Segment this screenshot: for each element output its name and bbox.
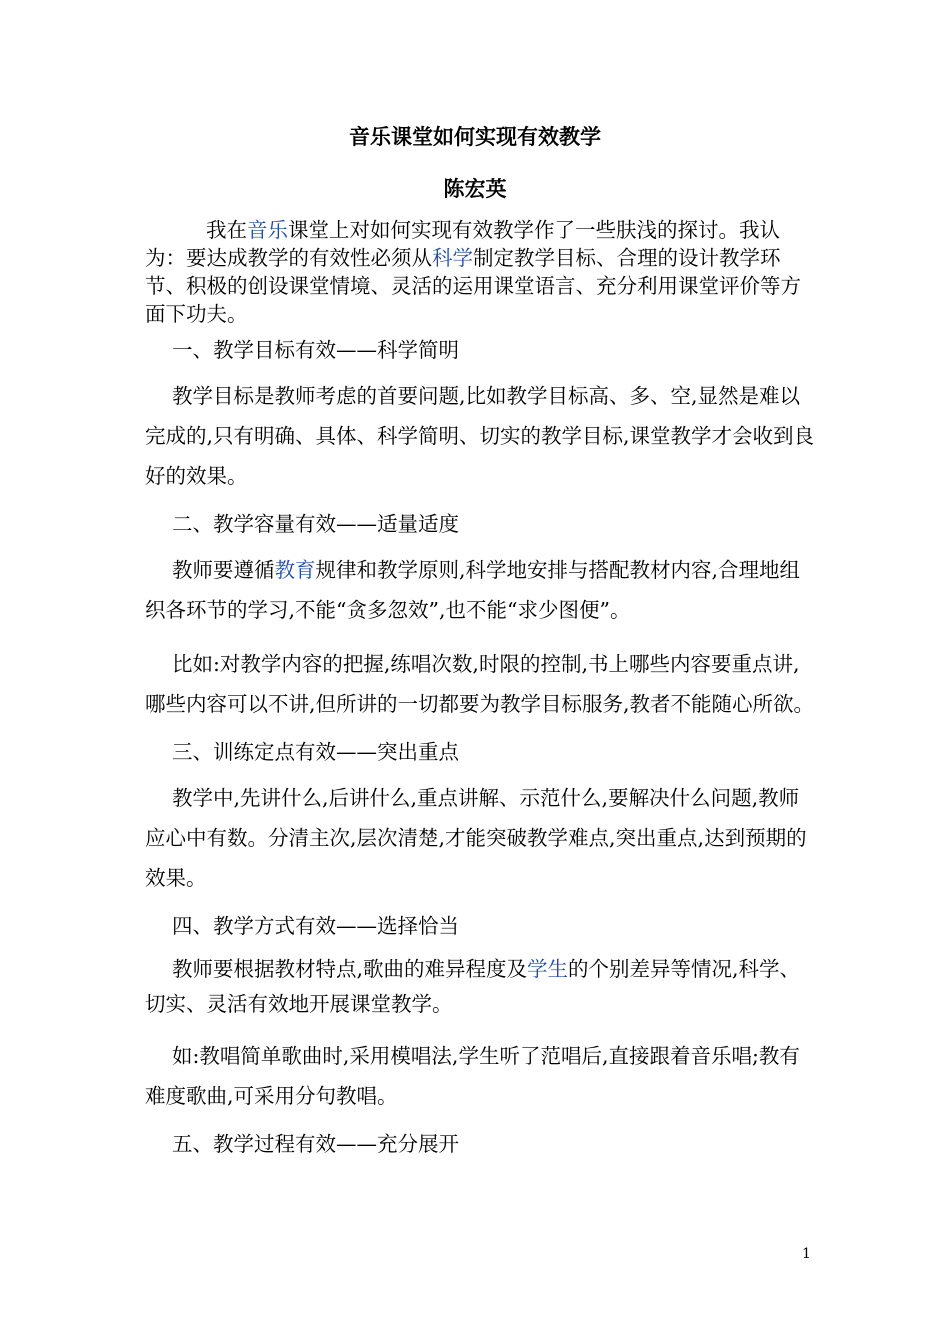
link-music[interactable]: 音乐 xyxy=(247,218,288,242)
section-3-body: 教学中,先讲什么,后讲什么,重点讲解、示范什么,要解决什么问题,教师应心中有数。分清主次,层次清楚,才能突破教学难点,突出重点,达到预期的效果。 xyxy=(145,786,807,890)
section-4-heading: 四、教学方式有效——选择恰当 xyxy=(172,914,459,938)
link-student[interactable]: 学生 xyxy=(527,957,569,981)
section-5-heading: 五、教学过程有效——充分展开 xyxy=(172,1132,459,1156)
section-4-body-1 xyxy=(145,952,815,1022)
section-2-text-b: 规律和教学原则,科学地安排与搭配教材内容,合理地组织各环节的学习,不能“贪多忽效”,也不能“求少图便”。 xyxy=(145,558,801,622)
document-body xyxy=(145,216,815,1170)
intro-text-2: 课堂上对如何实现有效教学作了一些肤浅的探讨。我认为：要达成教学的有效性必须从 xyxy=(145,218,780,270)
link-education[interactable]: 教育 xyxy=(274,558,316,582)
section-2-body-1 xyxy=(145,550,815,630)
link-science[interactable]: 科学 xyxy=(432,246,473,270)
document-author: 陈宏英 xyxy=(443,176,507,201)
section-1-heading: 一、教学目标有效——科学简明 xyxy=(172,338,459,362)
section-4-body-2: 如:教唱简单歌曲时,采用模唱法,学生听了范唱后,直接跟着音乐唱;教有难度歌曲,可采用分句教唱。 xyxy=(145,1044,800,1108)
page-number: 1 xyxy=(802,1246,811,1262)
intro-text-1: 我在 xyxy=(206,218,247,242)
section-3-heading: 三、训练定点有效——突出重点 xyxy=(172,740,459,764)
section-2-heading: 二、教学容量有效——适量适度 xyxy=(172,512,459,536)
section-2-text-a: 教师要遵循 xyxy=(172,558,275,582)
section-4-text-a: 教师要根据教材特点,歌曲的难异程度及 xyxy=(172,957,528,981)
section-1-body: 教学目标是教师考虑的首要问题,比如教学目标高、多、空,显然是难以完成的,只有明确、具体、科学简明、切实的教学目标,课堂教学才会收到良好的效果。 xyxy=(145,384,815,488)
document-title: 音乐课堂如何实现有效教学 xyxy=(349,124,601,149)
intro-paragraph xyxy=(145,216,815,328)
section-2-body-2: 比如:对教学内容的把握,练唱次数,时限的控制,书上哪些内容要重点讲,哪些内容可以不讲,但所讲的一切都要为教学目标服务,教者不能随心所欲。 xyxy=(145,652,815,716)
intro-text-3: 制定教学目标、合理的设计教学环节、积极的创设课堂情境、灵活的运用课堂语言、充分利用课堂评价等方面下功夫。 xyxy=(145,246,801,326)
section-4-text-b: 的个别差异等情况,科学、切实、灵活有效地开展课堂教学。 xyxy=(145,957,801,1016)
